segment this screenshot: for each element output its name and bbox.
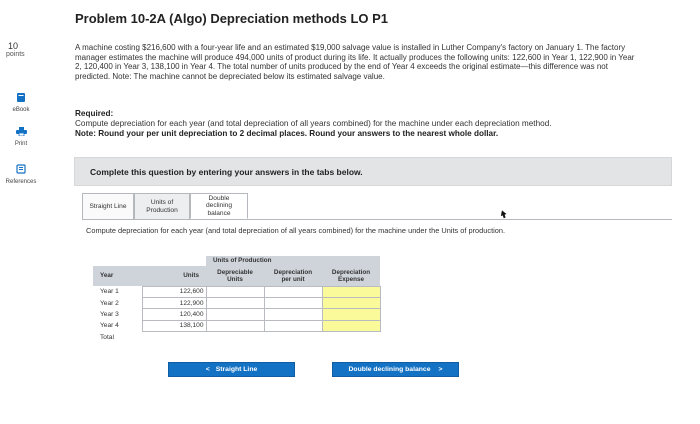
row-year: Year 1 bbox=[100, 288, 119, 296]
table-row bbox=[93, 286, 380, 297]
depreciable-units-input[interactable] bbox=[206, 309, 264, 320]
tab-instruction: Compute depreciation for each year (and total depreciation of all years combined) for the machine under the Units of production. bbox=[86, 226, 506, 235]
table-row bbox=[93, 309, 380, 320]
next-tab-label: Double declining balance bbox=[348, 366, 431, 373]
rounding-note: Note: Round your per unit depreciation to 2 decimal places. Round your answers to the nearest whole dollar. bbox=[75, 128, 499, 138]
group-header: Units of Production bbox=[206, 256, 380, 266]
table-row bbox=[93, 320, 380, 331]
sidebar bbox=[0, 0, 42, 424]
required-text: Compute depreciation for each year (and total depreciation of all years combined) for the machine under each depreciation method. bbox=[75, 118, 552, 128]
depreciable-units-input[interactable] bbox=[206, 320, 264, 331]
depreciation-per-unit-input[interactable] bbox=[264, 297, 322, 308]
tab-units-of-production[interactable]: Units of Production bbox=[134, 193, 190, 219]
header-year: Year bbox=[100, 272, 114, 280]
depreciation-expense-input[interactable] bbox=[322, 286, 380, 297]
row-year: Year 4 bbox=[100, 322, 119, 330]
references-icon bbox=[0, 164, 42, 176]
ebook-icon bbox=[0, 93, 42, 104]
row-units: 120,400 bbox=[142, 309, 206, 320]
ebook-label: eBook bbox=[12, 107, 30, 113]
prev-tab-label: Straight Line bbox=[215, 366, 258, 373]
depreciation-expense-input[interactable] bbox=[322, 297, 380, 308]
depreciable-units-input[interactable] bbox=[206, 286, 264, 297]
prev-tab-button[interactable] bbox=[168, 362, 295, 377]
depreciation-expense-input[interactable] bbox=[322, 320, 380, 331]
problem-text: A machine costing $216,600 with a four-year life and an estimated $19,000 salvage value is installed in Luther Company's factory on January 1. The factory manager estimates the machine will produce 494,000 units of product during its life. It actually produces the following units: 122,600 in Year 1, 122,900 in Year 2, 120,400 in Year 3, 138,100 in Year 4. The total number of units produced by the end of Year 4 exceeds the original estimate—this difference was not predicted. Note: The machine cannot be depreciated below its estimated salvage value. bbox=[75, 43, 635, 81]
units-of-production-table bbox=[93, 256, 381, 343]
depreciation-per-unit-input[interactable] bbox=[264, 320, 322, 331]
tab-double-declining-balance[interactable]: Double declining balance bbox=[190, 193, 248, 219]
ebook-tool[interactable] bbox=[0, 93, 42, 113]
points-label: points bbox=[6, 51, 25, 58]
instruction-banner bbox=[74, 157, 672, 186]
depreciable-units-input[interactable] bbox=[206, 297, 264, 308]
points-value: 10 bbox=[8, 41, 19, 51]
row-year: Total bbox=[100, 333, 114, 341]
table-row-total bbox=[93, 332, 380, 343]
banner-text: Complete this question by entering your answers in the tabs below. bbox=[90, 167, 363, 177]
row-units: 122,600 bbox=[142, 286, 206, 297]
required-label: Required: bbox=[75, 109, 114, 118]
problem-title: Problem 10-2A (Algo) Depreciation methods LO P1 bbox=[75, 11, 389, 26]
table-row bbox=[93, 297, 380, 308]
row-year: Year 2 bbox=[100, 299, 119, 307]
depreciation-per-unit-input[interactable] bbox=[264, 309, 322, 320]
tab-bar bbox=[82, 193, 248, 219]
print-label: Print bbox=[14, 141, 28, 147]
tab-straight-line[interactable]: Straight Line bbox=[82, 193, 134, 219]
header-depreciable-units: Depreciable Units bbox=[217, 268, 253, 283]
print-tool[interactable] bbox=[0, 127, 42, 147]
header-depreciation-expense: Depreciation Expense bbox=[331, 268, 371, 283]
tab-underline bbox=[82, 219, 672, 220]
row-units: 122,900 bbox=[142, 297, 206, 308]
header-depreciation-per-unit: Depreciation per unit bbox=[273, 268, 313, 283]
row-units: 138,100 bbox=[142, 320, 206, 331]
top-bar bbox=[0, 0, 700, 6]
print-icon bbox=[0, 127, 42, 138]
row-year: Year 3 bbox=[100, 310, 119, 318]
depreciation-per-unit-input[interactable] bbox=[264, 286, 322, 297]
chevron-left-icon: < bbox=[205, 366, 210, 373]
references-label: References bbox=[5, 179, 37, 185]
required-section bbox=[75, 109, 655, 138]
depreciation-expense-input[interactable] bbox=[322, 309, 380, 320]
header-units: Units bbox=[183, 272, 199, 280]
references-tool[interactable] bbox=[0, 164, 42, 185]
next-tab-button[interactable] bbox=[332, 362, 459, 377]
chevron-right-icon: > bbox=[438, 366, 443, 373]
